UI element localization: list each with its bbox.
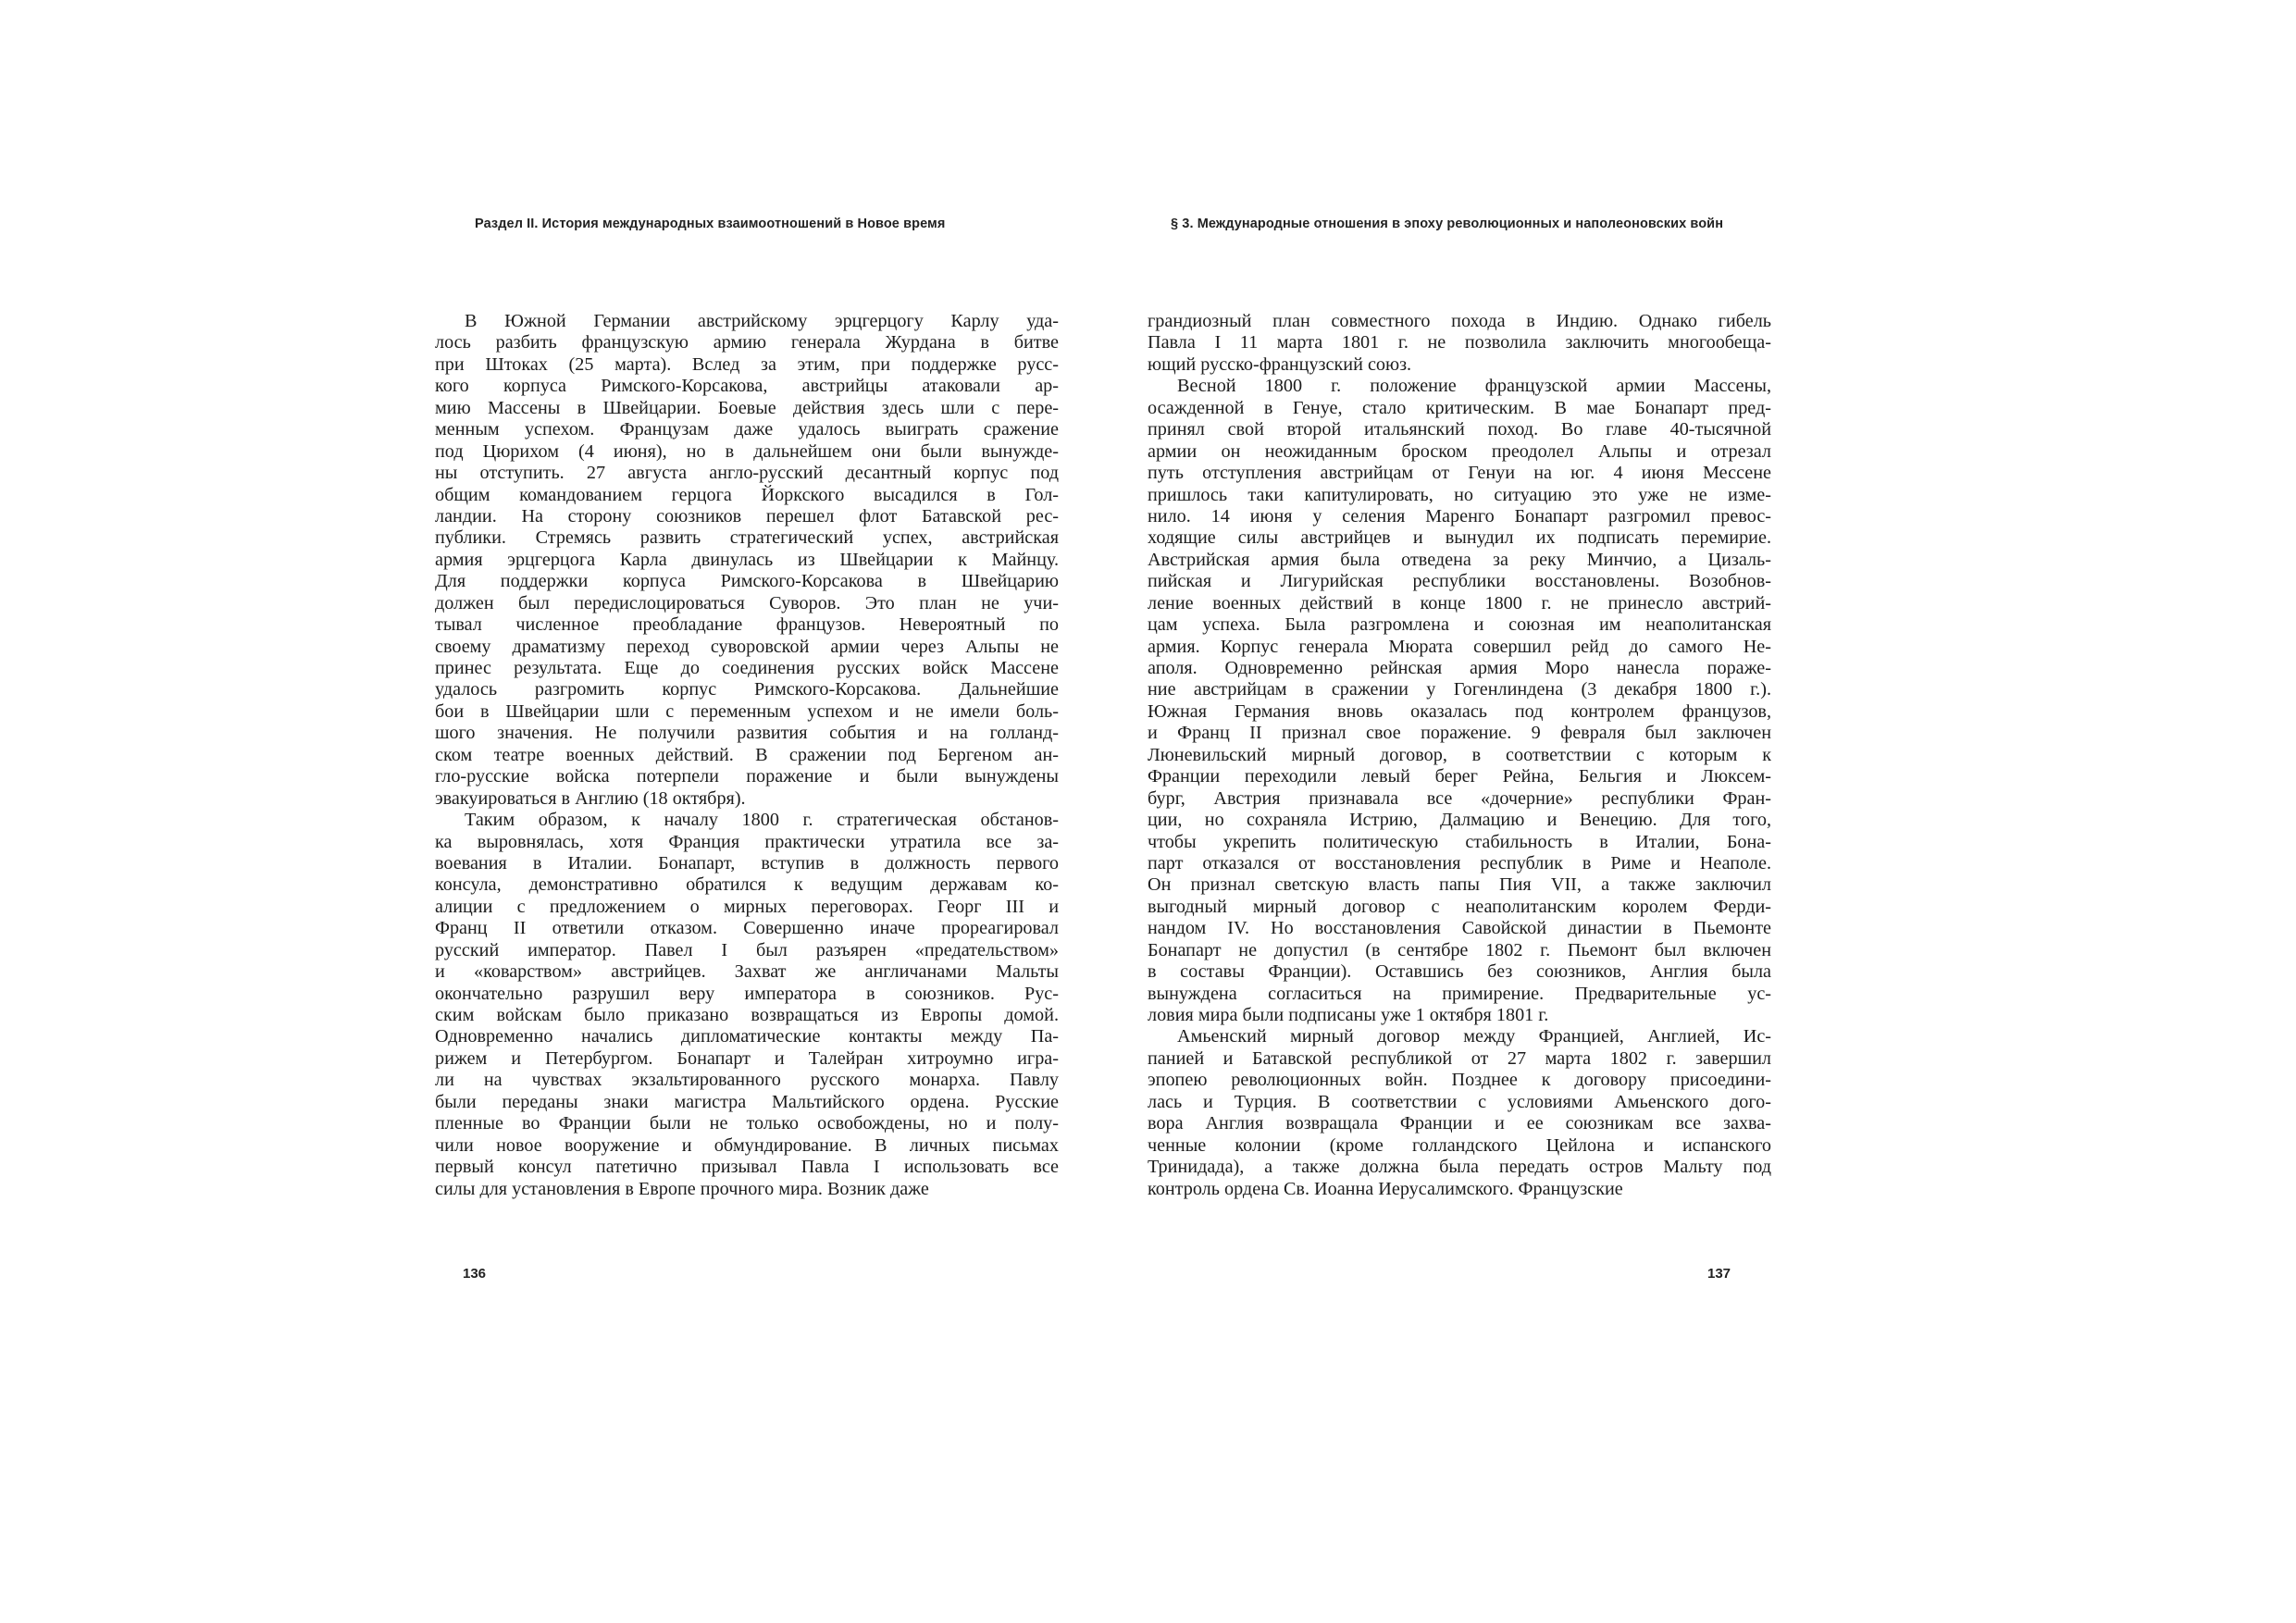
text-line: Франц II ответили отказом. Совершенно иначе прореагировал <box>435 918 1059 939</box>
text-line: Люневильский мирный договор, в соответствии с которым к <box>1148 744 1771 765</box>
text-line: армии он неожиданным броском преодолел Альпы и отрезал <box>1148 440 1771 462</box>
text-line: публики. Стремясь развить стратегический успех, австрийская <box>435 527 1059 549</box>
text-line: панией и Батавской республикой от 27 марта 1802 г. завершил <box>1148 1047 1771 1069</box>
text-line: принес результата. Еще до соединения русских войск Массене <box>435 658 1059 678</box>
page-number-right: 137 <box>1707 1266 1731 1282</box>
text-line: Одновременно начались дипломатические контакты между Па- <box>435 1026 1059 1047</box>
text-line: пийская и Лигурийская республики восстановлены. Возобнов- <box>1148 571 1771 592</box>
text-line: рижем и Петербургом. Бонапарт и Талейран хитроумно игра- <box>435 1047 1059 1069</box>
text-line: парт отказался от восстановления республик в Риме и Неаполе. <box>1148 852 1771 873</box>
text-line: менным успехом. Французам даже удалось выиграть сражение <box>435 419 1059 440</box>
text-line: Павла I 11 марта 1801 г. не позволила заключить многообеща- <box>1148 332 1771 353</box>
text-line: под Цюрихом (4 июня), но в дальнейшем они были вынужде- <box>435 440 1059 462</box>
text-line: воевания в Италии. Бонапарт, вступив в должность первого <box>435 852 1059 873</box>
text-line: первый консул патетично призывал Павла I использовать все <box>435 1157 1059 1178</box>
text-line: аполя. Одновременно рейнская армия Моро нанесла пораже- <box>1148 658 1771 678</box>
left-page-body <box>435 311 1059 1200</box>
text-line: лось разбить французскую армию генерала Журдана в битве <box>435 332 1059 353</box>
page-number-left: 136 <box>463 1266 487 1282</box>
text-line: ском театре военных действий. В сражении под Бергеном ан- <box>435 744 1059 765</box>
text-line: при Штоках (25 марта). Вслед за этим, при поддержке русс- <box>435 353 1059 375</box>
text-line: грандиозный план совместного похода в Индию. Однако гибель <box>1148 311 1771 331</box>
text-line: принял свой второй итальянский поход. Во главе 40-тысячной <box>1148 419 1771 440</box>
text-line: в составы Франции). Оставшись без союзников, Англия была <box>1148 961 1771 983</box>
text-line: Амьенский мирный договор между Францией, Англией, Ис- <box>1177 1026 1771 1047</box>
text-line: вынуждена согласиться на примирение. Предварительные ус- <box>1148 983 1771 1004</box>
text-line: Для поддержки корпуса Римского-Корсакова в Швейцарию <box>435 571 1059 592</box>
text-line: и «коварством» австрийцев. Захват же англичанами Мальты <box>435 961 1059 983</box>
text-line: Франции переходили левый берег Рейна, Бельгия и Люксем- <box>1148 766 1771 787</box>
text-line: ление военных действий в конце 1800 г. не принесло австрий- <box>1148 592 1771 613</box>
text-line: Тринидада), а также должна была передать остров Мальту под <box>1148 1157 1771 1178</box>
text-line: осажденной в Генуе, стало критическим. В мае Бонапарт пред- <box>1148 397 1771 418</box>
text-line: эвакуироваться в Англию (18 октября). <box>435 787 746 809</box>
text-line: цам успеха. Была разгромлена и союзная им неаполитанская <box>1148 614 1771 636</box>
text-line: ским войскам было приказано возвращаться из Европы домой. <box>435 1005 1059 1025</box>
text-line: были переданы знаки магистра Мальтийского ордена. Русские <box>435 1091 1059 1112</box>
text-line: нандом IV. Но восстановления Савойской династии в Пьемонте <box>1148 918 1771 939</box>
text-line: В Южной Германии австрийскому эрцгерцогу Карлу уда- <box>465 311 1059 331</box>
text-line: тывал численное преобладание французов. Невероятный по <box>435 614 1059 636</box>
text-line: выгодный мирный договор с неаполитанским королем Ферди- <box>1148 896 1771 917</box>
text-line: контроль ордена Св. Иоанна Иерусалимского. Французские <box>1148 1178 1623 1199</box>
text-line: ходящие силы австрийцев и вынудил их подписать перемирие. <box>1148 527 1771 549</box>
text-line: русский император. Павел I был разъярен «предательством» <box>435 939 1059 960</box>
text-line: Австрийская армия была отведена за реку Минчио, а Цизаль- <box>1148 549 1771 570</box>
text-line: мию Массены в Швейцарии. Боевые действия здесь шли с пере- <box>435 397 1059 418</box>
text-line: бург, Австрия признавала все «дочерние» республики Фран- <box>1148 787 1771 809</box>
text-line: ловия мира были подписаны уже 1 октября 1801 г. <box>1148 1005 1549 1025</box>
text-line: должен был передислоцироваться Суворов. Это план не учи- <box>435 592 1059 613</box>
text-line: ние австрийцам в сражении у Гогенлиндена (3 декабря 1800 г.). <box>1148 679 1771 700</box>
text-line: Весной 1800 г. положение французской армии Массены, <box>1177 376 1771 397</box>
text-line: и Франц II признал свое поражение. 9 февраля был заключен <box>1148 723 1771 744</box>
text-line: ции, но сохраняла Истрию, Далмацию и Венецию. Для того, <box>1148 810 1771 831</box>
text-line: чтобы укрепить политическую стабильность в Италии, Бона- <box>1148 831 1771 852</box>
text-line: общим командованием герцога Йоркского высадился в Гол- <box>435 484 1059 505</box>
text-line: силы для установления в Европе прочного мира. Возник даже <box>435 1178 929 1199</box>
text-line: окончательно разрушил веру императора в союзников. Рус- <box>435 983 1059 1004</box>
text-line: эпопею революционных войн. Позднее к договору присоедини- <box>1148 1070 1771 1091</box>
text-line: кого корпуса Римского-Корсакова, австрийцы атаковали ар- <box>435 376 1059 397</box>
text-line: армия эрцгерцога Карла двинулась из Швейцарии к Майнцу. <box>435 549 1059 570</box>
text-line: алиции с предложением о мирных переговорах. Георг III и <box>435 896 1059 917</box>
text-line: нило. 14 июня у селения Маренго Бонапарт разгромил превос- <box>1148 505 1771 527</box>
text-line: ка выровнялась, хотя Франция практически утратила все за- <box>435 831 1059 852</box>
text-line: вора Англия возвращала Франции и ее союзникам все захва- <box>1148 1113 1771 1134</box>
text-line: чили новое вооружение и обмундирование. В личных письмах <box>435 1134 1059 1156</box>
text-line: ющий русско-французский союз. <box>1148 353 1412 375</box>
text-line: ченные колонии (кроме голландского Цейлона и испанского <box>1148 1134 1771 1156</box>
text-line: гло-русские войска потерпели поражение и были вынуждены <box>435 766 1059 787</box>
running-head-right: § 3. Международные отношения в эпоху революционных и наполеоновских войн <box>1171 217 1724 231</box>
text-line: шого значения. Не получили развития события и на голланд- <box>435 723 1059 744</box>
text-line: ландии. На сторону союзников перешел флот Батавской рес- <box>435 505 1059 527</box>
text-line: Бонапарт не допустил (в сентябре 1802 г. Пьемонт был включен <box>1148 939 1771 960</box>
text-line: консула, демонстративно обратился к ведущим державам ко- <box>435 874 1059 896</box>
text-line: Таким образом, к началу 1800 г. стратегическая обстанов- <box>465 810 1059 831</box>
text-line: пришлось таки капитулировать, но ситуацию это уже не изме- <box>1148 484 1771 505</box>
text-line: ны отступить. 27 августа англо-русский десантный корпус под <box>435 463 1059 484</box>
text-line: своему драматизму переход суворовской армии через Альпы не <box>435 636 1059 657</box>
text-line: путь отступления австрийцам от Генуи на юг. 4 июня Мессене <box>1148 463 1771 484</box>
running-head-left: Раздел II. История международных взаимоотношений в Новое время <box>475 217 946 231</box>
right-page-body <box>1148 311 1771 1200</box>
text-line: армия. Корпус генерала Мюрата совершил рейд до самого Не- <box>1148 636 1771 657</box>
text-line: ли на чувствах экзальтированного русского монарха. Павлу <box>435 1070 1059 1091</box>
text-line: Южная Германия вновь оказалась под контролем французов, <box>1148 700 1771 722</box>
text-line: бои в Швейцарии шли с переменным успехом и не имели боль- <box>435 700 1059 722</box>
text-line: лась и Турция. В соответствии с условиями Амьенского дого- <box>1148 1091 1771 1112</box>
text-line: удалось разгромить корпус Римского-Корсакова. Дальнейшие <box>435 679 1059 700</box>
text-line: Он признал светскую власть папы Пия VII, а также заключил <box>1148 874 1771 896</box>
text-line: пленные во Франции были не только освобождены, но и полу- <box>435 1113 1059 1134</box>
